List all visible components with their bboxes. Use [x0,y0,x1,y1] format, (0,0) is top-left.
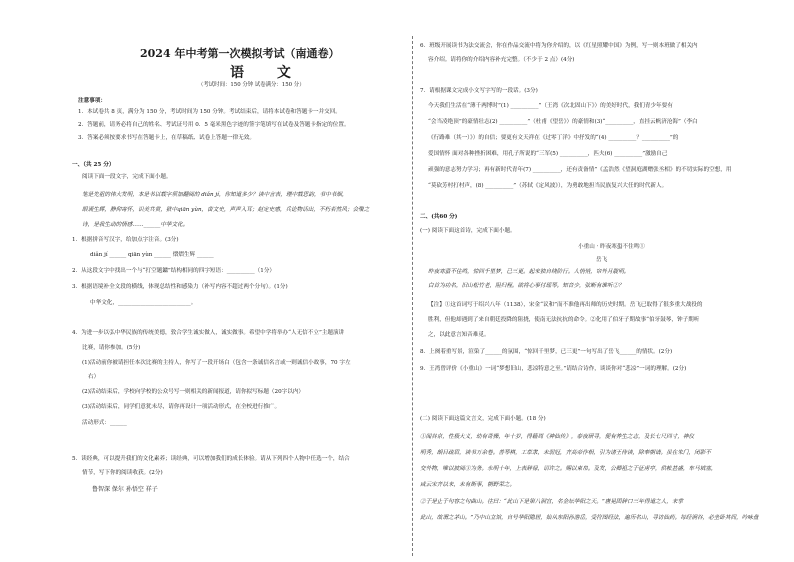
poem-title: 小重山 · 昨夜寒蛩不住鸣① [578,244,645,250]
question-3: 3．根据语境补全文段的横线，体现总结性和感染力（补写内容不超过两个分句）。(1分) [72,284,288,290]
passage-line-1: 笔是先祖的伟大发明，本是书以载字须加翻阅的 diǎn jí，你知道多少？读中言表，理中载思韵，书中书烟， [82,192,348,198]
question-3-blank: 中华文化，__________________________。 [90,300,197,306]
poem-note-cont: 胜利，但他却遇到了来自朝廷投降的阻挠，使南无法抗抗的命令。②化用了伯牙子期故事“伯牙鼓琴，钟子期听 [428,317,700,323]
prose-line-5: ②于是止于句容之句曲山。往曰：“此山下是第八洞宫，名金坛华阳之天。”唐晃固辞口三年得道之人，来掌 [420,499,684,505]
reading-2-heading: (二) 阅读下面这篇文言文，完成下面小题。(18 分) [420,416,546,422]
prose-line-4: 咸云宋齐以来，未有斯事，朝野荣之。 [420,482,516,488]
poem-line-1: 昨夜寒蛩不住鸣，惊回千里梦，已三更。起来独自绕阶行。人悄悄，帘外月胧明。 [428,269,630,275]
question-7-line-5: 顽强的意志努力学习；再有新时代青年(7) __________，还有责备情”《孟浩然《望洞庭湖赠张丞相》的不切实际的空想，用 [428,167,732,173]
notice-item-2: 2．答题前，请务必将自己的姓名、考试证号用 0．5 毫米黑色字迹的签字笔填写在试卷及答题卡指定的位置。 [78,122,350,128]
question-4-3: (3)活动结束后，同学们意犹未尽，请你再设计一项活动形式，在全校进行推广。 [82,404,281,410]
notice-item-3: 3．答案必须按要求书写在答题卡上，在草稿纸、试卷上答题一律无效。 [78,135,255,141]
question-5: 5．读经典，可以提升我们的文化素养；读经典，可以增加我们的成长体验。请从下列四个人物中任选一个，结合 [72,456,350,462]
exam-info: （考试时间：150 分钟 试卷满分：150 分） [198,82,305,88]
poem-line-2: 白首为功名，旧山松竹老，阻归程。欲将心事付瑶琴。知音少，弦断有谁听②？ [428,283,624,289]
prose-line-1: ①闻谷京，性极大义，幼有奇操，年十岁，得籍周《神仙传》，泰夜研寻，便有养生之志，及长七尺四寸，神仪 [420,434,695,440]
part1-intro: 阅读下面一段文字，完成下面小题。 [82,174,172,180]
question-7: 7．请根据课文完成小文写字写的一段话。(3分) [420,88,538,94]
poem-author: 岳飞 [596,257,608,263]
question-9: 9．王湾曾评价《小重山》一词“梦想旧山，悲凉特意之至。”请结合诗作，谈谈你对“悲凉”一词的理解。(2分) [420,366,687,372]
question-5-names: 鲁智深 保尔 孙悟空 祥子 [92,486,158,493]
question-7-line-3: 《行路难（其一）》）的自信；要更有文天祥在《过零丁洋》中抒发的“(4) __________？__________”的 [428,135,679,141]
subject-title: 语 文 [230,65,305,81]
question-7-line-2: “会当凌绝顶”的豪情壮志(2) __________”（杜甫《望岳》）的豪情和(3)“__________，直挂云帆济沧海”（李白 [428,119,698,125]
prose-line-2: 明秀，朗目疏眉，读书万余卷。善琴棋，工草隶，未弱冠，齐高帝作相，引为诸王侍读，除奉朝请。虽在朱门，闭影不 [420,450,711,456]
part1-heading: 一、（共 25 分） [72,162,115,168]
question-7-line-4: 爱国情怀 面对各种挫折困难，用孔子所说的“三军(5) __________，匹夫(6) __________”激励自己 [428,151,668,157]
question-4-cont: 比赛，请你参加。(5分) [82,345,141,351]
passage-line-3: 诗，是我生动的情感……______中华文化。 [82,222,189,228]
question-1: 1．根据拼音写汉字，给加点字注音。(3分) [72,237,179,243]
question-4: 4．为进一步以弘中华民族的传统美德，敦合学生诚实做人，诚实做事。希望中学将举办“人无信不立”主题演讲 [72,330,345,336]
notice-item-1: 1．本试卷共 8 页，满分为 150 分，考试时间为 150 分钟。考试结束后，请将本试卷和答题卡一并交回。 [78,109,341,115]
question-4-3-blank: 活动形式：______ [82,420,127,426]
question-5-cont: 情节，写下你的阅读收获。(2分) [82,470,163,476]
question-2: 2．从这段文字中找出一个与“打空题鑪”结构相同的四字短语：__________（1分） [72,268,276,274]
exam-title: 2024 年中考第一次模拟考试（南通卷） [140,47,340,60]
question-4-1: (1)活动前你被请担任本次比赛的主持人，你写了一段开场白（包含一条诚信名言或一则诚信小故事，70 字左 [82,360,351,366]
poem-note-end: 之，以此意言知音难觅。 [428,332,490,338]
question-4-1-cont: 右） [88,374,100,380]
part2-heading: 二、(共60 分) [420,214,458,220]
prose-line-6: 此山，故谓之茅山。”乃中山立馆，自号华阳隐居，始从东阳孙游岳，受符图经法，遍历名山，寻访仙药。每经涧谷，必坐卧其间，吟咏盘 [420,515,759,521]
passage-line-2: 眼诵生辉，静仰寄怀，识美共赏，狱中qiān yùn，苗文史，声声入耳；赵定史感，兵论物话出，不朽若然风；会聚之 [82,207,370,213]
notice-heading: 注意事项： [78,98,106,104]
prose-line-3: 交外物，唯以披阅③为务。永明十年，上表辞禄，诏许之。赐以束帛。及发，公卿祖之于征虏亭，供帐甚盛，车马填塞， [420,466,717,472]
reading-1-heading: (一) 阅读下面这首诗，完成下面小题。 [420,228,516,234]
question-6-cont: 容介绍。请将你的介绍内容补充完整。（不少于 2 点）(4分) [428,57,575,63]
question-8: 8．上阕着重写景，渲染了______的氛围，“惊回千里梦，已三更”一句写出了岳飞______的情状。(2分) [420,349,673,355]
column-divider [412,36,413,556]
question-6: 6．班级开展读书为法交流会，你在作品交流中将为你介绍的，以《红星照耀中国》为例，写一则本班做了相关内 [420,43,698,49]
question-7-line-1: 今天我们生活在“薄千两博时”(1) __________”（王湾《次北固山下》）的美好时代，我们青少年要有 [428,103,673,109]
poem-note: 【注】①这首词写于绍兴八年（1138），宋金“议和”而不准他再出师的历史时期。岳飞已取得了很多重大战役的 [428,302,703,308]
question-7-line-6: “莫砍芳村打村声，(8) __________”（苏轼《定风波》），为勇敢地担当民族复兴大任的时代新人。 [428,183,668,189]
question-1-items: diǎn jí ______ qiān yùn ______ 熠熠生辉 ______ [90,252,214,258]
question-4-2: (2)活动结束后，学校向学校的公众号写一则相关的新闻报道，请你拟写标题（20字以内） [82,389,305,395]
